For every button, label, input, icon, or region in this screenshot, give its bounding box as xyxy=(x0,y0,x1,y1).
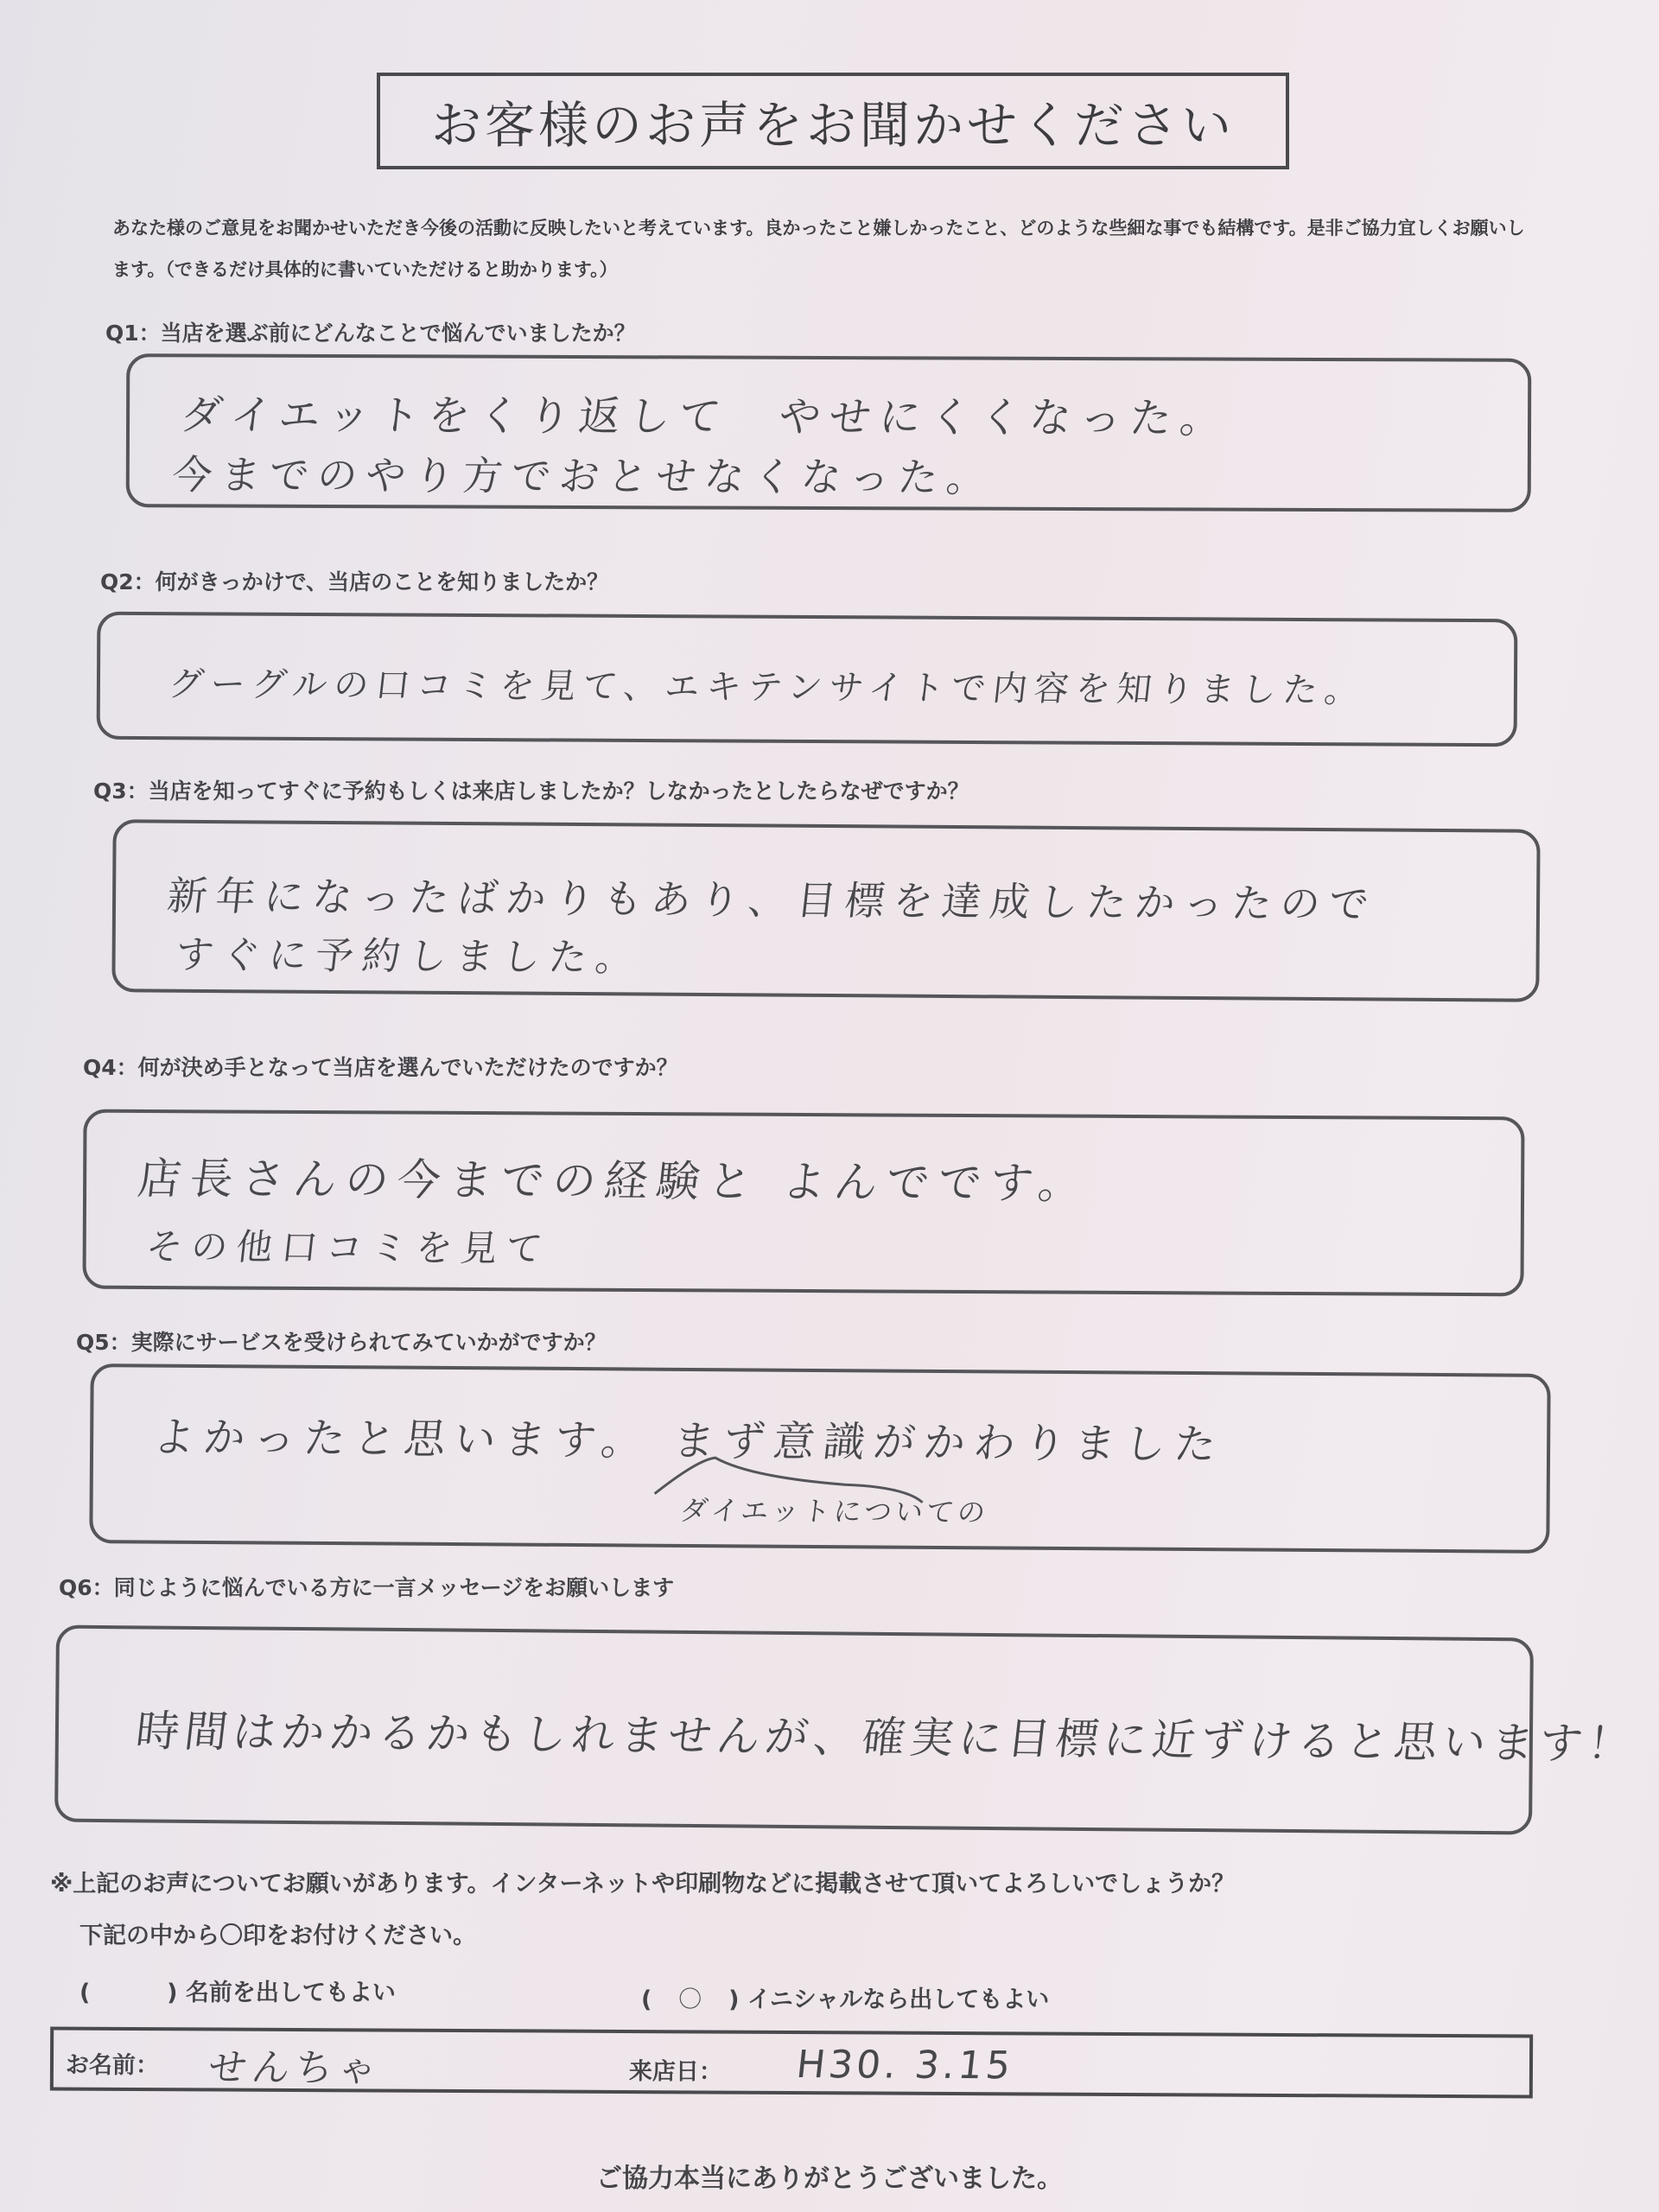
intro-text: あなた様のご意見をお聞かせいただき今後の活動に反映したいと考えています。良かったこと嫌しかったこと、どのような些細な事でも結構です。是非ご協力宜しくお願いします。（できるだけ具体的に書いていただけると助かります。） xyxy=(112,218,1525,280)
option-full-name[interactable]: ( ) 名前を出してもよい xyxy=(79,1980,396,2006)
answer-4-line-2: その他口コミを見て xyxy=(143,1225,554,1270)
answer-5-annotation: ダイエットについての xyxy=(678,1493,991,1529)
answer-6-box[interactable] xyxy=(54,1625,1639,1835)
question-6-label: Q6：同じように悩んでいる方に一言メッセージをお願いします xyxy=(59,1575,675,1600)
name-value[interactable]: せんちゃ xyxy=(206,2045,385,2091)
answer-3-line-2: すぐに予約しました。 xyxy=(173,932,645,981)
option-initials[interactable]: ( 〇 ) イニシャルなら出してもよい xyxy=(641,1980,1049,2014)
question-4-label: Q4：何が決め手となって当店を選んでいただけたのですか？ xyxy=(83,1055,678,1080)
answer-2-line-1: グーグルの口コミを見て、エキテンサイトで内容を知りました。 xyxy=(167,664,1369,711)
answer-3-box[interactable] xyxy=(111,819,1540,1002)
customer-info-box xyxy=(50,2027,1533,2099)
option-full-name-label: 名前を出してもよい xyxy=(185,1980,396,2006)
answer-2-box[interactable] xyxy=(97,612,1518,747)
answer-5-line-1: よかったと思います。 まず意識がかわりました xyxy=(150,1413,1228,1470)
publication-request-note: ※上記のお声についてお願いがあります。インターネットや印刷物などに掲載させて頂いてよろしいでしょうか？ xyxy=(50,1871,1236,1897)
visit-date-value[interactable]: H30. 3.15 xyxy=(794,2043,1016,2088)
thank-you-footer: ご協力本当にありがとうございました。 xyxy=(596,2164,1063,2194)
option-initials-label: イニシャルなら出してもよい xyxy=(747,1986,1050,2013)
question-3-label: Q3：当店を知ってすぐに予約もしくは来店しましたか？しなかったとしたらなぜですか？ xyxy=(93,779,969,804)
form-title: お客様のお声をお聞かせください xyxy=(430,96,1235,155)
answer-1-box[interactable] xyxy=(126,353,1532,512)
question-5-label: Q5：実際にサービスを受けられてみていかがですか？ xyxy=(76,1330,607,1355)
selection-instruction: 下記の中から〇印をお付けください。 xyxy=(79,1923,476,1949)
answer-1-line-2: 今までのやり方でおとせなくなった。 xyxy=(169,451,998,501)
option-initials-mark: 〇 xyxy=(678,1986,702,2013)
question-2-label: Q2：何がきっかけで、当店のことを知りましたか？ xyxy=(100,569,609,594)
answer-6-line-1: 時間はかかるかもしれませんが、確実に目標に近ずけると思います！ xyxy=(133,1706,1639,1770)
answer-4-line-1: 店長さんの今までの経験と よんでです。 xyxy=(135,1153,1093,1209)
question-1-label: Q1：当店を選ぶ前にどんなことで悩んでいましたか？ xyxy=(105,321,636,346)
answer-1-line-1: ダイエットをくり返して やせにくくなった。 xyxy=(178,391,1233,443)
answer-4-box[interactable] xyxy=(82,1109,1524,1297)
answer-3-line-1: 新年になったばかりもあり、目標を達成したかったので xyxy=(164,872,1380,928)
visit-date-label: 来店日： xyxy=(628,2058,723,2086)
form-title-box xyxy=(377,73,1289,169)
answer-5-box[interactable] xyxy=(89,1363,1550,1554)
name-label: お名前： xyxy=(65,2051,160,2080)
